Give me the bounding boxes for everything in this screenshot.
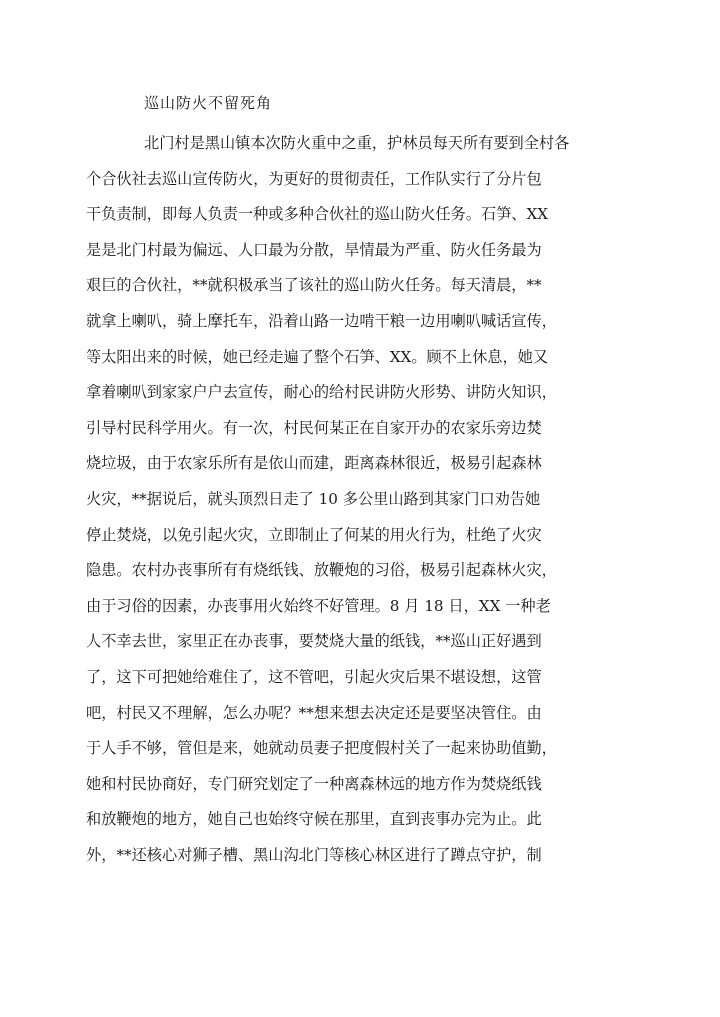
text-line: 个合伙社去巡山宣传防火，为更好的贯彻责任，工作队实行了分片包 [86, 169, 542, 188]
text-line: 拿着喇叭到家家户户去宣传，耐心的给村民讲防火形势、讲防火知识， [86, 383, 557, 402]
text-line: 火灾，**据说后，就头顶烈日走了 10 多公里山路到其家门口劝告她 [86, 489, 541, 508]
text-line: 由于习俗的因素，办丧事用火始终不好管理。8 月 18 日，XX 一种老 [86, 596, 551, 615]
text-line: 和放鞭炮的地方，她自己也始终守候在那里，直到丧事办完为止。此 [86, 810, 542, 829]
text-line: 艰巨的合伙社，**就积极承当了该社的巡山防火任务。每天清晨，** [86, 276, 542, 295]
text-line: 北门村是黑山镇本次防火重中之重，护林员每天所有要到全村各 [144, 134, 570, 152]
text-line: 干负责制，即每人负责一种或多种合伙社的巡山防火任务。石笋、XX [86, 205, 549, 224]
text-line: 人不幸去世，家里正在办丧事，要焚烧大量的纸钱，**巡山正好遇到 [86, 632, 542, 651]
text-line: 就拿上喇叭，骑上摩托车，沿着山路一边啃干粮一边用喇叭喊话宣传， [86, 311, 557, 330]
text-line: 外，**还核心对狮子槽、黑山沟北门等核心林区进行了蹲点守护，制 [86, 845, 542, 864]
text-line: 隐患。农村办丧事所有有烧纸钱、放鞭炮的习俗，极易引起森林火灾， [86, 561, 557, 580]
body-paragraph [86, 132, 646, 879]
text-line: 她和村民协商好，专门研究划定了一种离森林远的地方作为焚烧纸钱 [86, 774, 542, 793]
text-line: 吧，村民又不理解，怎么办呢？**想来想去决定还是要坚决管住。由 [86, 703, 542, 722]
text-line: 是是北门村最为偏远、人口最为分散，旱情最为严重、防火任务最为 [86, 240, 542, 259]
text-line: 了，这下可把她给难住了，这不管吧，引起火灾后果不堪设想，这管 [86, 667, 542, 686]
section-heading: 巡山防火不留死角 [144, 94, 273, 112]
text-line: 引导村民科学用火。有一次，村民何某正在自家开办的农家乐旁边焚 [86, 418, 542, 437]
text-line: 停止焚烧，以免引起火灾，立即制止了何某的用火行为，杜绝了火灾 [86, 525, 542, 544]
text-line: 等太阳出来的时候，她已经走遍了整个石笋、XX。顾不上休息，她又 [86, 347, 549, 366]
text-line: 烧垃圾，由于农家乐所有是依山而建，距离森林很近，极易引起森林 [86, 454, 542, 473]
text-line: 于人手不够，管但是来，她就动员妻子把度假村关了一起来协助值勤， [86, 739, 557, 758]
